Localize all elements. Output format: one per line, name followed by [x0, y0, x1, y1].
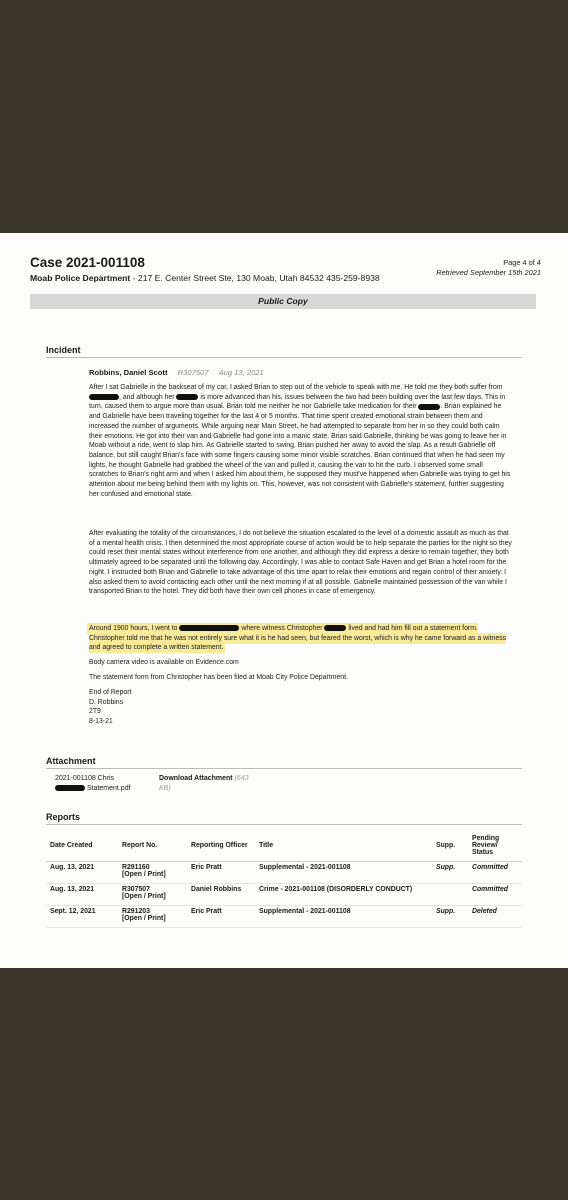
p1-text-c: is more advanced than his, issues between the two had been building over the last few days. This in turn, caused them to argue more than usual. Brian told me neither he nor Gabrielle take medication for their	[89, 393, 506, 411]
incident-header	[89, 368, 264, 377]
p3-text-c: lived and had him fill out a statement form. Christopher told me that he was not entirely sure what it is he had seen, but feared the worst, which is why he came forward as a witness and agreed to complete a written statement.	[89, 625, 507, 652]
end-line: 8-13-21	[89, 717, 113, 725]
incident-section-title: Incident	[46, 345, 522, 358]
cell-report-no[interactable]	[118, 884, 187, 906]
cell-supp: Supp.	[432, 862, 468, 884]
p1-text-a: After I sat Gabrielle in the backseat of my car, I asked Brian to step out of the vehicle to speak with me. He told me they both suffer from	[89, 384, 503, 391]
narrative-paragraph-2: After evaluating the totality of the circumstances, I do not believe the situation escalated to the level of a domestic assault as much as that of a mental health crisis. I then determined the most appropriate course of action would be to help separate the parties for the night so they could reset their mental states without interference from one another, and although they did express a desire to remain together, they both ultimately agreed to be separated until the following day. Accordingly, I was able to contact Safe Haven and get Brian a hotel room for the night. I instructed both Brian and Gabrielle to take advantage of this time apart to relax their emotions and regain control of their anxiety. I also asked them to avoid contacting each other until the next morning if at all possible. Gabrielle maintained possession of the van while I transported Brian to the hotel. They did both have their own cell phones in case of emergency.	[89, 530, 512, 596]
col-date-created: Date Created	[46, 829, 118, 862]
cell-date: Aug. 13, 2021	[46, 862, 118, 884]
end-line: End of Report	[89, 689, 132, 696]
report-no: R291160	[122, 864, 150, 871]
narrative-paragraph-1	[89, 383, 513, 499]
redaction-bar	[176, 394, 198, 400]
narrative-paragraph-5: The statement form from Christopher has been filed at Moab City Police Department.	[89, 674, 348, 681]
open-print-link[interactable]: [Open / Print]	[122, 915, 166, 922]
attachment-file-line1: 2021-001108 Chris	[55, 775, 115, 782]
narrative-paragraph-3-highlighted	[89, 624, 513, 653]
end-line: D. Robbins	[89, 698, 124, 706]
cell-title: Supplemental - 2021-001108	[255, 862, 432, 884]
open-print-link[interactable]: [Open / Print]	[122, 893, 166, 900]
cell-officer: Eric Pratt	[187, 862, 255, 884]
download-attachment[interactable]	[159, 774, 249, 793]
end-of-report-block	[89, 688, 513, 726]
redaction-bar	[89, 394, 119, 400]
document-page	[0, 233, 568, 968]
col-report-no: Report No.	[118, 829, 187, 862]
cell-title: Supplemental - 2021-001108	[255, 906, 432, 928]
p1-text-d: . Brian explained he and Gabrielle have been traveling together for the last 4 or 5 months. That time spent created emotional strain between them and increased the number of arguments. While arguing near Main Street, he had attempted to separate from her in so they could both calm their emotions. He got into their van and Gabrielle had gone into a manic state. Brian said Gabrielle, thinking he was going to leave her in Moab without a ride, went to slap him. As Gabrielle started to swing, Brian pushed her away to avoid the slap. As a result Gabrielle off balance, but still caught Brian's face with some fingers causing some minor visible scratches. Brian continued that when he had seen my lights, he thought Gabrielle had grabbed the wheel of the van and pulled it, causing the van to hit the curb. I observed some small scratches to Brian's right arm and when I asked him about them, he supposed they must've happened when Gabrielle was trying to get his attention about me being behind them with my lights on. This, however, was not consistent with Gabrielle's statement, further suggesting her confused and emotional state.	[89, 403, 511, 498]
page-number: Page 4 of 4	[503, 258, 541, 267]
incident-report-no: R307507	[177, 368, 209, 377]
retrieved-date: Retrieved September 15th 2021	[436, 268, 541, 277]
cell-report-no[interactable]	[118, 862, 187, 884]
table-row	[46, 906, 522, 928]
end-line: 2T9	[89, 708, 101, 716]
cell-date: Sept. 12, 2021	[46, 906, 118, 928]
col-title: Title	[255, 829, 432, 862]
redaction-bar	[179, 625, 239, 631]
cell-officer: Eric Pratt	[187, 906, 255, 928]
reports-header-row	[46, 829, 522, 862]
open-print-link[interactable]: [Open / Print]	[122, 871, 166, 878]
cell-officer: Daniel Robbins	[187, 884, 255, 906]
incident-date: Aug 13, 2021	[218, 368, 264, 377]
cell-status: Committed	[468, 862, 522, 884]
table-row	[46, 884, 522, 906]
redaction-bar	[418, 404, 440, 410]
attachment-size-2: KB)	[159, 784, 171, 792]
cell-supp: Supp.	[432, 906, 468, 928]
p1-text-b: , and although her	[119, 393, 175, 401]
case-title: Case 2021-001108	[30, 255, 145, 270]
redaction-bar	[55, 785, 85, 791]
cell-status: Committed	[468, 884, 522, 906]
col-reporting-officer: Reporting Officer	[187, 829, 255, 862]
cell-supp	[432, 884, 468, 906]
reports-table	[46, 829, 522, 928]
department-name: Moab Police Department	[30, 273, 131, 283]
attachment-file[interactable]	[55, 774, 131, 793]
officer-name: Robbins, Daniel Scott	[89, 368, 168, 377]
cell-report-no[interactable]	[118, 906, 187, 928]
col-supp: Supp.	[432, 829, 468, 862]
narrative-paragraph-4: Body camera video is available on Evidence.com	[89, 659, 239, 666]
attachment-size: (643	[234, 775, 249, 782]
download-attachment-link[interactable]: Download Attachment	[159, 775, 233, 782]
cell-date: Aug. 13, 2021	[46, 884, 118, 906]
p3-text-a: Around 1900 hours, I went to	[89, 625, 178, 632]
col-status: Pending Review/ Status	[468, 829, 522, 862]
cell-status: Deleted	[468, 906, 522, 928]
attachment-section-title: Attachment	[46, 756, 522, 769]
attachment-file-line2: Statement.pdf	[86, 784, 131, 792]
report-no: R307507	[122, 886, 150, 893]
report-no: R291203	[122, 908, 150, 915]
reports-section-title: Reports	[46, 812, 522, 825]
department-address: - 217 E. Center Street Ste, 130 Moab, Utah 84532 435-259-8938	[130, 273, 380, 283]
top-dark-band	[0, 0, 568, 233]
table-row	[46, 862, 522, 884]
redaction-bar	[324, 625, 346, 631]
highlighted-text	[89, 625, 506, 651]
public-copy-bar: Public Copy	[30, 294, 536, 309]
department-line	[30, 273, 380, 283]
cell-title: Crime - 2021-001108 (DISORDERLY CONDUCT)	[255, 884, 432, 906]
p3-text-b: where witness Christopher	[241, 625, 323, 632]
